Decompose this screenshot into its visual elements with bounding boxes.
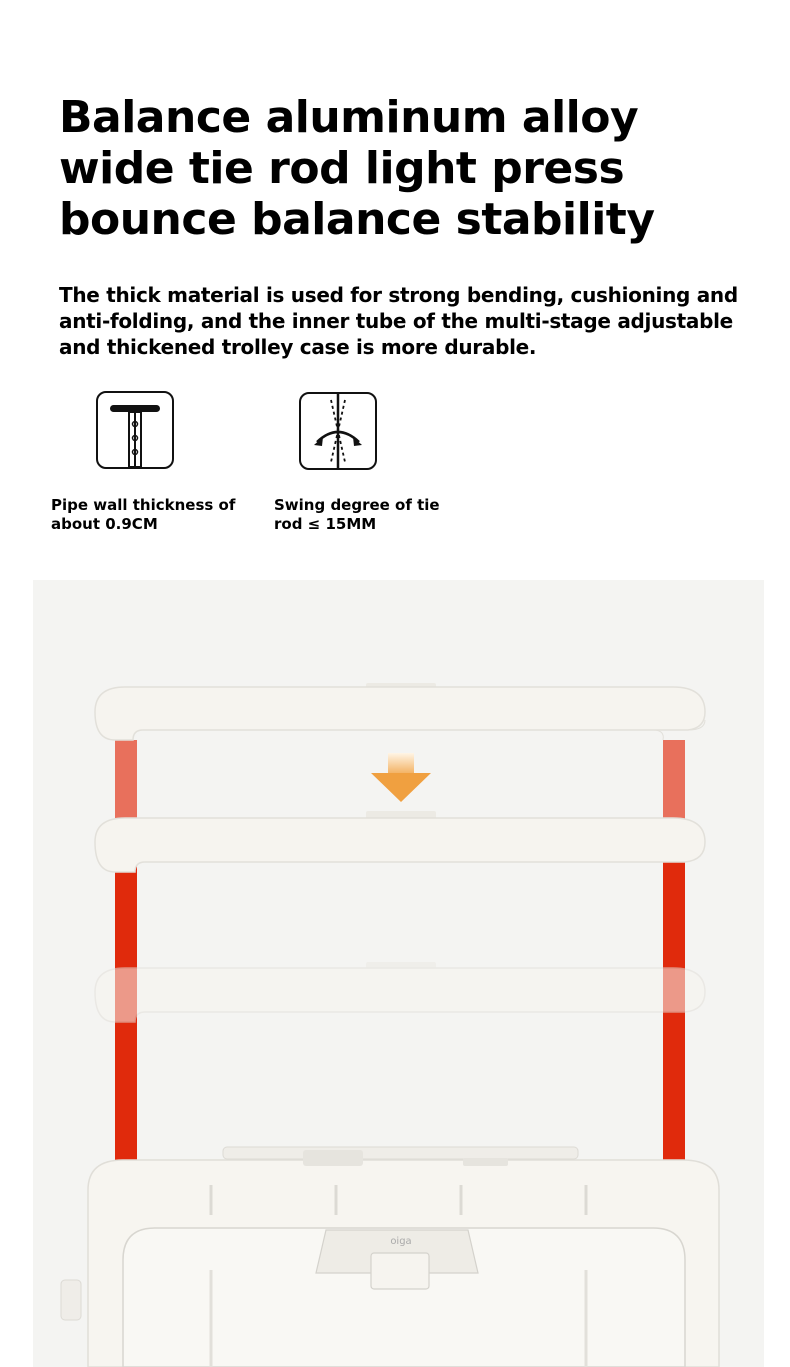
handle-middle <box>95 811 705 872</box>
tie-rod-left <box>115 740 137 1170</box>
tie-rod-right <box>663 740 685 1170</box>
feature-label-pipe-wall: Pipe wall thickness of about 0.9CM <box>51 496 236 533</box>
swing-degree-icon <box>299 392 377 470</box>
headline: Balance aluminum alloy wide tie rod light press bounce balance stability <box>59 92 655 245</box>
brand-mark: oiga <box>390 1236 412 1247</box>
handle-lower <box>95 962 705 1022</box>
product-image <box>33 580 764 1367</box>
handle-raised <box>95 683 705 740</box>
description: The thick material is used for strong bending, cushioning and anti-folding, and the inner tube of the multi-stage adjustable and thickened trolley case is more durable. <box>59 283 738 359</box>
pipe-wall-icon <box>96 391 174 469</box>
feature-label-swing-degree: Swing degree of tie rod ≤ 15MM <box>274 496 440 533</box>
press-arrow-icon <box>371 753 431 802</box>
suitcase-body <box>61 1147 719 1367</box>
